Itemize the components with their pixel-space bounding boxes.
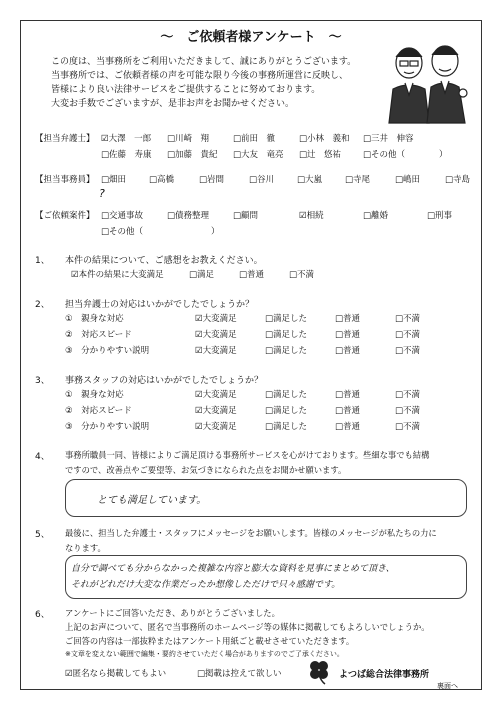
lawyer-option[interactable]: □ 小林 義和 <box>299 132 350 144</box>
staff-option[interactable]: □ 寺尾 <box>345 173 370 185</box>
q3-text: 事務スタッフの対応はいかがでしたでしょうか？ <box>65 376 264 386</box>
case-option[interactable]: □ 離婚 <box>363 209 388 221</box>
intro-line: この度は、当事務所をご利用いただきまして、誠にありがとうございます。 <box>51 57 357 67</box>
q4-text-1: 事務所職員一同、皆様によりご満足頂ける事務所サービスを心がけております。些細な事でも結構 <box>65 450 430 460</box>
q2-option[interactable]: ☑ 大変満足 <box>195 312 237 324</box>
intro-line: 当事務所では、ご依頼者様の声を可能な限り今後の事務所運営に反映し、 <box>51 71 349 81</box>
case-option[interactable]: □ 債務整理 <box>167 209 209 221</box>
q5-answer-line-2: それがどれだけ大変な作業だったか想像しただけで只々感謝です。 <box>71 580 341 590</box>
q3-option[interactable]: □ 不満 <box>395 420 420 432</box>
q3-option[interactable]: ☑ 大変満足 <box>195 388 237 400</box>
intro-text <box>51 55 371 111</box>
intro-line: 大変お手数でございますが、是非お声をお聞かせください。 <box>51 99 295 109</box>
q2-option[interactable]: □ 普通 <box>335 328 360 340</box>
case-label: 【ご依頼案件】 <box>35 211 95 221</box>
lawyer-option[interactable]: □ 大友 竜亮 <box>233 148 284 160</box>
q6-option[interactable]: □ 掲載は控えて欲しい <box>197 667 282 679</box>
q3-item: ③ 分かりやすい説明 <box>65 422 150 432</box>
q3-option[interactable]: □ 不満 <box>395 404 420 416</box>
staff-option[interactable]: □ 高橋 <box>149 173 174 185</box>
q2-option[interactable]: □ 満足した <box>265 312 307 324</box>
q3-option[interactable]: □ 普通 <box>335 420 360 432</box>
q6-text-3: ご回答の内容は一部抜粋またはアンケート用紙ごと載せさせていただきます。 <box>65 636 355 646</box>
lawyer-option[interactable]: □ 辻 悠祐 <box>299 148 341 160</box>
q3-option[interactable]: □ 普通 <box>335 388 360 400</box>
q1-option[interactable]: □ 不満 <box>289 268 314 280</box>
q2-option[interactable]: □ 満足した <box>265 328 307 340</box>
q2-number: 2、 <box>35 300 50 310</box>
next-page-label: 裏面へ <box>437 682 458 690</box>
q3-number: 3、 <box>35 376 50 386</box>
q1-option[interactable]: ☑ 本件の結果に大変満足 <box>71 268 164 280</box>
intro-line: 皆様により良い法律サービスをご提供することに努めております。 <box>51 85 321 95</box>
q3-option[interactable]: □ 普通 <box>335 404 360 416</box>
staff-label: 【担当事務員】 <box>35 175 95 185</box>
q4-number: 4、 <box>35 452 50 462</box>
q2-option[interactable]: □ 不満 <box>395 312 420 324</box>
case-option[interactable]: □ 刑事 <box>427 209 452 221</box>
lawyer-option[interactable]: □ 加藤 貴紀 <box>167 148 218 160</box>
q6-text-1: アンケートにご回答いただき、ありがとうございました。 <box>65 608 280 618</box>
staff-option[interactable]: □ 畑田 <box>101 173 126 185</box>
lawyers-label: 【担当弁護士】 <box>35 134 95 144</box>
page-title: ～ ご依頼者様アンケート ～ <box>160 30 342 45</box>
q6-option[interactable]: ☑ 匿名なら掲載してもよい <box>65 667 166 679</box>
q3-option[interactable]: □ 満足した <box>265 388 307 400</box>
lawyer-option[interactable]: □ 川崎 翔 <box>167 132 209 144</box>
q2-text: 担当弁護士の対応はいかがでしたでしょうか？ <box>65 300 255 310</box>
firm-name: よつば総合法律事務所 <box>339 670 430 680</box>
clover-logo-icon <box>305 657 333 685</box>
q2-option[interactable]: ☑ 大変満足 <box>195 344 237 356</box>
q3-option[interactable]: □ 不満 <box>395 388 420 400</box>
person-right-icon <box>427 46 467 123</box>
q6-text-2: 上記のお声について、匿名で当事務所のホームページ等の媒体に掲載してもよろしいでしょうか。 <box>65 622 430 632</box>
staff-option[interactable]: □ 大嵐 <box>297 173 322 185</box>
case-option[interactable]: □ 交通事故 <box>101 209 143 221</box>
staff-option[interactable]: □ 嶋田 <box>395 173 420 185</box>
lawyer-option[interactable]: □ 佐藤 寿康 <box>101 148 152 160</box>
q3-item: ② 対応スピード <box>65 406 132 416</box>
q2-grid <box>65 312 485 362</box>
q3-option[interactable]: □ 満足した <box>265 420 307 432</box>
q2-option[interactable]: □ 不満 <box>395 344 420 356</box>
q5-answer-line-1: 自分で調べても分からなかった複雑な内容と膨大な資料を見事にまとめて頂き、 <box>71 564 395 574</box>
q5-text-1: 最後に、担当した弁護士・スタッフにメッセージをお願いします。皆様のメッセージが私たちの力に <box>65 528 437 538</box>
staff-option[interactable]: □ 谷川 <box>249 173 274 185</box>
lawyer-option[interactable]: □ 前田 徹 <box>233 132 275 144</box>
q4-answer: とても満足しています。 <box>97 495 207 506</box>
q2-option[interactable]: □ 不満 <box>395 328 420 340</box>
person-left-icon <box>389 48 429 123</box>
q3-item: ① 親身な対応 <box>65 390 124 400</box>
q2-item: ① 親身な対応 <box>65 314 124 324</box>
case-other-option[interactable]: □ その他（ ） <box>101 225 220 237</box>
staff-option[interactable]: □ 岩間 <box>199 173 224 185</box>
q5-text-2: なります。 <box>65 543 106 553</box>
q5-number: 5、 <box>35 530 50 540</box>
q2-option[interactable]: □ 普通 <box>335 344 360 356</box>
q3-option[interactable]: □ 満足した <box>265 404 307 416</box>
q4-text-2: ですので、改善点やご要望等、お気づきになられた点をお聞かせ願います。 <box>65 465 347 475</box>
q1-number: 1、 <box>35 256 50 266</box>
lawyer-option[interactable]: ☑ 大澤 一郎 <box>101 132 151 144</box>
q2-item: ③ 分かりやすい説明 <box>65 346 150 356</box>
case-option[interactable]: ☑ 相続 <box>299 209 324 221</box>
lawyer-option[interactable]: □ 三井 伸容 <box>363 132 414 144</box>
staff-option[interactable]: □ 寺島 <box>445 173 470 185</box>
lawyer-option[interactable]: □ その他（ ） <box>363 148 448 160</box>
q1-option[interactable]: □ 満足 <box>189 268 214 280</box>
q1-option[interactable]: □ 普通 <box>239 268 264 280</box>
q2-option[interactable]: ☑ 大変満足 <box>195 328 237 340</box>
case-option[interactable]: □ 顧問 <box>233 209 258 221</box>
survey-page <box>20 20 482 690</box>
q2-option[interactable]: □ 満足した <box>265 344 307 356</box>
q2-option[interactable]: □ 普通 <box>335 312 360 324</box>
staff-illustration <box>381 33 471 125</box>
q2-item: ② 対応スピード <box>65 330 132 340</box>
q6-number: 6、 <box>35 610 50 620</box>
q3-option[interactable]: ☑ 大変満足 <box>195 420 237 432</box>
q1-text: 本件の結果について、ご感想をお教えください。 <box>65 256 263 266</box>
q3-grid <box>65 388 485 438</box>
q3-option[interactable]: ☑ 大変満足 <box>195 404 237 416</box>
handwritten-mark: ? <box>99 187 105 200</box>
q6-note: ※文章を変えない範囲で編集・要約させていただく場合がありますのでご了承ください。 <box>65 650 344 658</box>
